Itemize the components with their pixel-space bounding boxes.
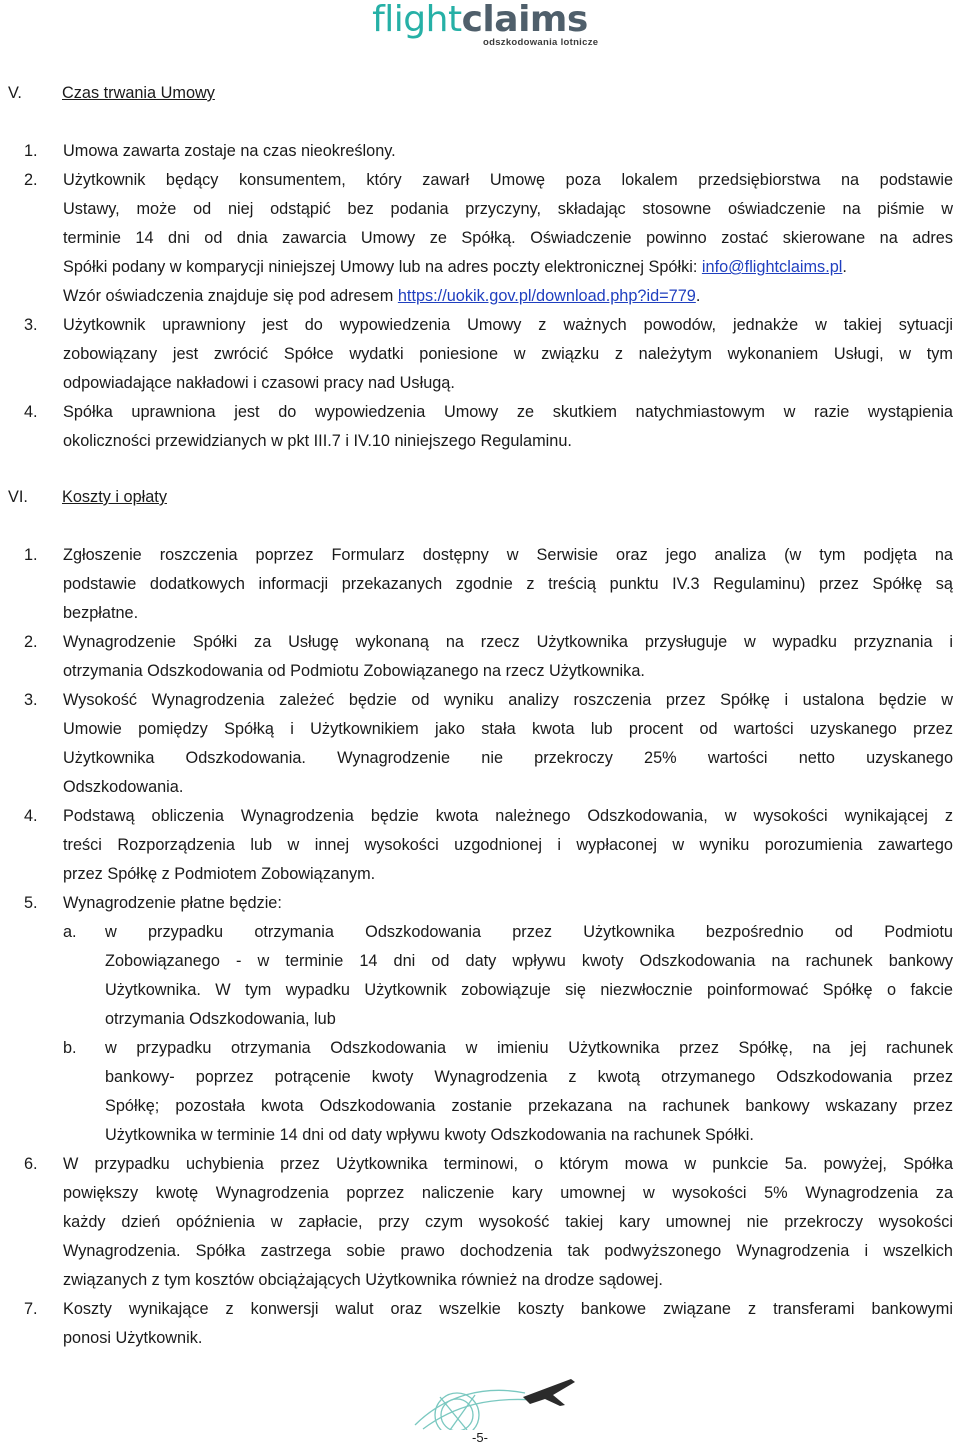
- section-number: V.: [8, 84, 22, 102]
- paragraph-line: Użytkownika Odszkodowania. Wynagrodzenie nie przekroczy 25% wartości netto uzyskanego: [63, 749, 953, 767]
- paragraph-line: związanych z tym kosztów obciążających Użytkownika również na drodze sądowej.: [63, 1271, 663, 1289]
- section-number: VI.: [8, 488, 28, 506]
- logo-tagline: odszkodowania lotnicze: [483, 37, 599, 48]
- paragraph-line: Koszty wynikające z konwersji walut oraz wszelkie koszty bankowe związane z transferami bankowymi: [63, 1300, 953, 1318]
- item-number: 1.: [24, 142, 38, 160]
- paragraph-line: każdy dzień opóźnienia w zapłacie, przy czym wysokość takiej kary umownej nie przekroczy wysokości: [63, 1213, 953, 1231]
- paragraph-line: Zgłoszenie roszczenia poprzez Formularz dostępny w Serwisie oraz jego analiza (w tym podjęta na: [63, 546, 953, 564]
- paragraph-line: Użytkownik uprawniony jest do wypowiedzenia Umowy z ważnych powodów, jednakże w takiej sytuacji: [63, 316, 953, 334]
- paragraph-line: Odszkodowania.: [63, 778, 184, 796]
- paragraph-line: ponosi Użytkownik.: [63, 1329, 203, 1347]
- item-number: 4.: [24, 807, 38, 825]
- paragraph-line: Wynagrodzenia. Spółka zastrzega sobie prawo dochodzenia tak podwyższonego Wynagrodzenia i wszelkich: [63, 1242, 953, 1260]
- paragraph-line: w przypadku otrzymania Odszkodowania w imieniu Użytkownika przez Spółkę, na jej rachunek: [105, 1039, 953, 1057]
- item-number: 1.: [24, 546, 38, 564]
- paragraph-line: przez Spółkę z Podmiotem Zobowiązanym.: [63, 865, 376, 883]
- item-number: 3.: [24, 316, 38, 334]
- paragraph-line: Użytkownik będący konsumentem, który zawarł Umowę poza lokalem przedsiębiorstwa na podstawie: [63, 171, 953, 189]
- url-link[interactable]: https://uokik.gov.pl/download.php?id=779: [397, 287, 696, 305]
- paragraph-line: Zobowiązanego - w terminie 14 dni od daty wpływu kwoty Odszkodowania na rachunek bankowy: [105, 952, 953, 970]
- logo-light-part: flight: [372, 0, 462, 40]
- paragraph-line: bezpłatne.: [63, 604, 139, 622]
- paragraph-line-with-link: Spółki podany w komparycji niniejszej Umowy lub na adres poczty elektronicznej Spółki: info@flightclaims.pl.: [63, 258, 847, 276]
- section-title: Koszty i opłaty: [62, 488, 167, 506]
- paragraph-line: okoliczności przewidzianych w pkt III.7 i IV.10 niniejszego Regulaminu.: [63, 432, 572, 450]
- paragraph-line: Użytkownika. W tym wypadku Użytkownik zobowiązuje się niezwłocznie poinformować Spółkę o fakcie: [105, 981, 953, 999]
- sub-item-label: a.: [63, 923, 77, 941]
- paragraph-line: otrzymania Odszkodowania, lub: [105, 1010, 336, 1028]
- logo-dark-part: claims: [461, 0, 588, 40]
- paragraph-line: Użytkownika w terminie 14 dni od daty wpływu kwoty Odszkodowania na rachunek Spółki.: [105, 1126, 754, 1144]
- sub-item-label: b.: [63, 1039, 77, 1057]
- paragraph-text: Wzór oświadczenia znajduje się pod adresem: [63, 287, 394, 305]
- paragraph-line: Spółka uprawniona jest do wypowiedzenia Umowy ze skutkiem natychmiastowym w razie wystąpienia: [63, 403, 953, 421]
- paragraph-line: Wynagrodzenie Spółki za Usługę wykonaną na rzecz Użytkownika przysługuje w wypadku przyznania i: [63, 633, 953, 651]
- item-number: 7.: [24, 1300, 38, 1318]
- paragraph-line: otrzymania Odszkodowania od Podmiotu Zobowiązanego na rzecz Użytkownika.: [63, 662, 645, 680]
- paragraph-line: treści Rozporządzenia lub w innej wysokości uzgodnionej i wypłaconej w wyniku porozumienia zawartego: [63, 836, 953, 854]
- paragraph-text: Spółki podany w komparycji niniejszej Umowy lub na adres poczty elektronicznej Spółki:: [63, 258, 698, 276]
- item-number: 4.: [24, 403, 38, 421]
- paragraph-line: podstawie dodatkowych informacji przekazanych zgodnie z treścią punktu IV.3 Regulaminu) przez Spółkę są: [63, 575, 953, 593]
- item-number: 3.: [24, 691, 38, 709]
- paragraph-line: bankowy- poprzez potrącenie kwoty Wynagrodzenia z kwotą otrzymanego Odszkodowania przez: [105, 1068, 953, 1086]
- email-link[interactable]: info@flightclaims.pl: [701, 258, 843, 276]
- item-number: 2.: [24, 633, 38, 651]
- paragraph-line: zobowiązany jest zwrócić Spółce wydatki poniesione w związku z należytym wykonaniem Usługi, w tym: [63, 345, 953, 363]
- paragraph-line: Umowa zawarta zostaje na czas nieokreślony.: [63, 142, 396, 160]
- paragraph-line: terminie 14 dni od dnia zawarcia Umowy ze Spółką. Oświadczenie powinno zostać skierowane na adres: [63, 229, 953, 247]
- paragraph-line: Wysokość Wynagrodzenia zależeć będzie od wyniku analizy roszczenia przez Spółkę i ustalona będzie w: [63, 691, 953, 709]
- paragraph-line: W przypadku uchybienia przez Użytkownika terminowi, o którym mowa w punkcie 5a. powyżej, Spółka: [63, 1155, 953, 1173]
- logo-wordmark: [372, 2, 588, 38]
- paragraph-line-with-link: Wzór oświadczenia znajduje się pod adresem https://uokik.gov.pl/download.php?id=779.: [63, 287, 701, 305]
- paragraph-line: powiększy kwotę Wynagrodzenia poprzez naliczenie kary umownej w wysokości 5% Wynagrodzenia za: [63, 1184, 953, 1202]
- item-number: 2.: [24, 171, 38, 189]
- paragraph-line: Podstawą obliczenia Wynagrodzenia będzie kwota należnego Odszkodowania, w wysokości wynikającej z: [63, 807, 953, 825]
- plane-emblem-icon: [395, 1375, 585, 1435]
- paragraph-line: Ustawy, może od niej odstąpić bez podania przyczyny, składając stosowne oświadczenie na piśmie w: [63, 200, 953, 218]
- item-number: 6.: [24, 1155, 38, 1173]
- paragraph-line: w przypadku otrzymania Odszkodowania przez Użytkownika bezpośrednio od Podmiotu: [105, 923, 953, 941]
- paragraph-line: Umowie pomiędzy Spółką i Użytkownikiem jako stała kwota lub procent od wartości uzyskanego przez: [63, 720, 953, 738]
- item-number: 5.: [24, 894, 38, 912]
- paragraph-line: Wynagrodzenie płatne będzie:: [63, 894, 282, 912]
- brand-logo: [0, 2, 960, 38]
- paragraph-line: odpowiadające nakładowi i czasowi pracy nad Usługą.: [63, 374, 455, 392]
- section-title: Czas trwania Umowy: [62, 84, 215, 102]
- page-number: -5-: [472, 1430, 488, 1445]
- paragraph-line: Spółkę; pozostała kwota Odszkodowania zostanie przekazana na rachunek bankowy wskazany przez: [105, 1097, 953, 1115]
